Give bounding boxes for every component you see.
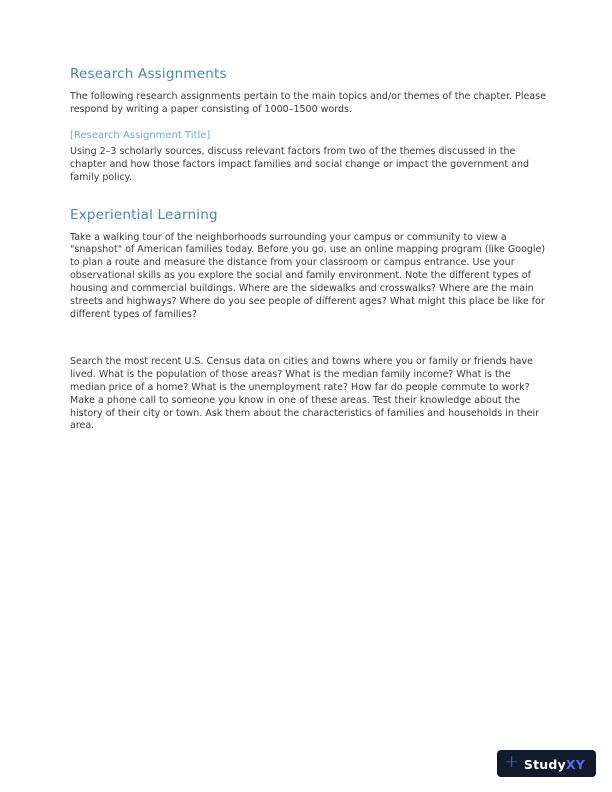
paragraph-walking-tour: Take a walking tour of the neighborhoods surrounding your campus or community to view a "snapshot" of American families today. Before you go, use an online mapping program (like Google) to plan a route and measure the distance from your classroom or campus entrance. Use your observational skills as you explore the social and family environment. Note the different types of housing and commercial buildings. Where are the sidewalks and crosswalks? Where are the main streets and highways? Where do you see people of different ages? What might this place be like for different types of families? [70, 231, 546, 320]
subheading-research-assignment-title: [Research Assignment Title] [70, 129, 211, 141]
paragraph-research-assignment: Using 2–3 scholarly sources, discuss relevant factors from two of the themes discussed in the chapter and how those factors impact families and social change or impact the government and family policy. [70, 145, 529, 183]
paragraph-census-search: Search the most recent U.S. Census data on cities and towns where you or family or friends have lived. What is the population of those areas? What is the median family income? What is the median price of a home? What is the unemployment rate? How far do people commute to work? Make a phone call to someone you know in one of these areas. Test their knowledge about the history of their city or town. Ask them about the characteristics of families and households in their area. [70, 355, 540, 432]
plus-icon: + [504, 752, 519, 772]
studyxy-logo [497, 750, 596, 777]
paragraph-research-intro: The following research assignments pertain to the main topics and/or themes of the chapter. Please respond by writing a paper consisting of 1000–1500 words. [70, 91, 546, 115]
logo-text-xy: XY [565, 757, 585, 772]
logo-text-study: Study [523, 757, 566, 772]
section-heading-research-assignments: Research Assignments [70, 66, 227, 82]
logo-wordmark [524, 754, 585, 773]
section-heading-experiential-learning: Experiential Learning [70, 206, 218, 223]
